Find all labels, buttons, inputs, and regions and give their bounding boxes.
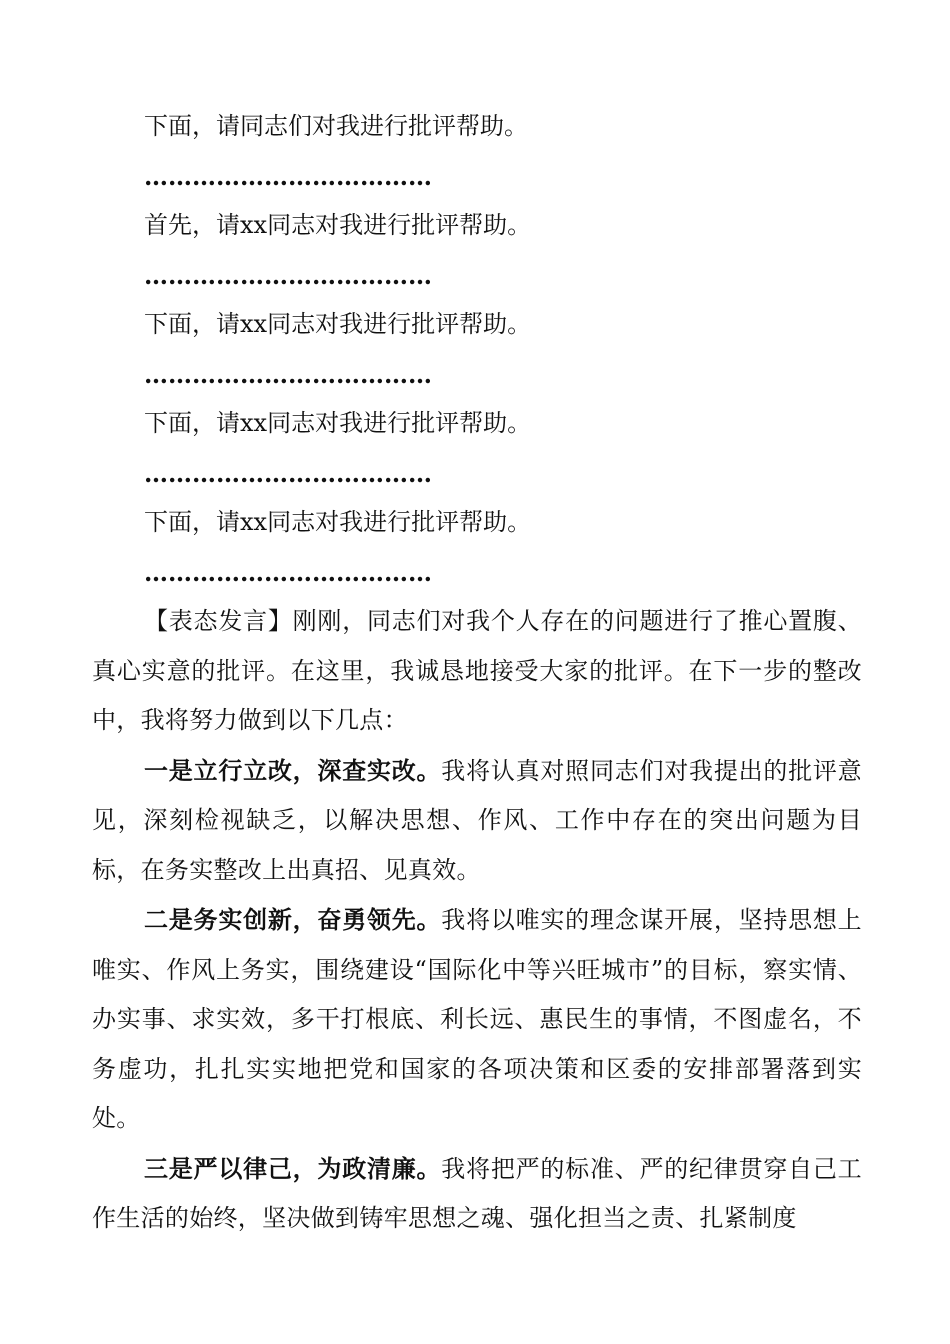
request-line: 下面，请xx同志对我进行批评帮助。 (144, 508, 532, 536)
point-body: 我将把严的标准、严的纪律贯穿自己工作生活的始终，坚决做到铸牢思想之魂、强化担当之责、扎紧制度 (92, 1154, 862, 1232)
request-line: 下面，请xx同志对我进行批评帮助。 (144, 409, 532, 437)
point-paragraph (92, 1144, 862, 1244)
ellipsis-line: ……………………………… (144, 260, 432, 290)
point-body: 我将认真对照同志们对我提出的批评意见，深刻检视缺乏，以解决思想、作风、工作中存在的突出问题为目标，在务实整改上出真招、见真效。 (92, 756, 862, 884)
statement-paragraph: 【表态发言】刚刚，同志们对我个人存在的问题进行了推心置腹、真心实意的批评。在这里，我诚恳地接受大家的批评。在下一步的整改中，我将努力做到以下几点： (92, 607, 862, 734)
request-line: 下面，请xx同志对我进行批评帮助。 (144, 310, 532, 338)
ellipsis-line: ……………………………… (144, 161, 432, 191)
point-heading: 三是严以律己，为政清廉。 (144, 1153, 442, 1183)
point-heading: 二是务实创新，奋勇领先。 (144, 905, 442, 934)
request-line: 下面，请同志们对我进行批评帮助。 (144, 112, 528, 140)
ellipsis-line: ……………………………… (144, 557, 432, 587)
request-line: 首先，请xx同志对我进行批评帮助。 (144, 211, 532, 239)
point-body: 我将以唯实的理念谋开展，坚持思想上唯实、作风上务实，围绕建设“国际化中等兴旺城市”的目标，察实情、办实事、求实效，多干打根底、利长远、惠民生的事情，不图虚名，不务虚功，扎扎实实地把党和国家的各项决策和区委的安排部署落到实处。 (92, 906, 862, 1132)
ellipsis-line: ……………………………… (144, 359, 432, 389)
ellipsis-line: ……………………………… (144, 458, 432, 488)
point-paragraph (92, 746, 862, 896)
point-paragraph (92, 895, 862, 1144)
document-page (92, 102, 862, 1244)
point-heading: 一是立行立改，深查实改。 (144, 755, 442, 785)
